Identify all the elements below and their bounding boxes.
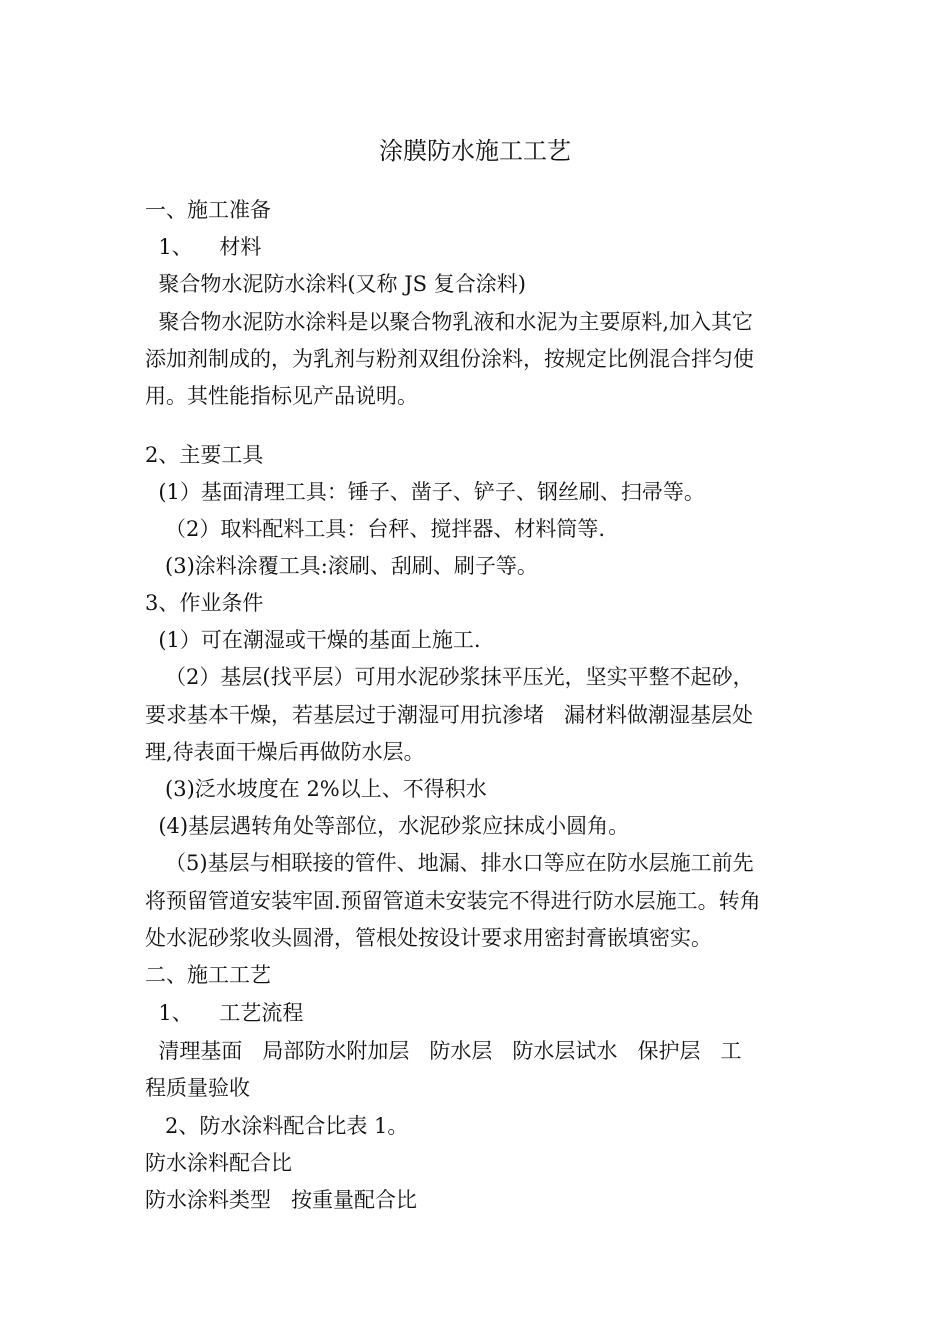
paragraph-line: 理,待表面干燥后再做防水层。 (145, 740, 425, 764)
paragraph-line: 添加剂制成的，为乳剂与粉剂双组份涂料，按规定比例混合拌匀使 (145, 347, 754, 371)
section-heading-process: 二、施工工艺 (145, 963, 271, 987)
list-item: (3)涂料涂覆工具:滚刷、刮刷、刷子等。 (145, 554, 538, 578)
subheading-main-tools: 2、主要工具 (145, 443, 264, 467)
section-heading-preparation: 一、施工准备 (145, 198, 271, 222)
table-caption: 防水涂料配合比 (145, 1151, 292, 1175)
paragraph-line: 要求基本干燥，若基层过于潮湿可用抗渗堵 漏材料做潮湿基层处 (145, 703, 754, 727)
list-item: （5)基层与相联接的管件、地漏、排水口等应在防水层施工前先 (145, 851, 754, 875)
list-item: (3)泛水坡度在 2%以上、不得积水 (145, 777, 487, 801)
paragraph-line: 用。其性能指标见产品说明。 (145, 384, 418, 408)
list-item: (1）可在潮湿或干燥的基面上施工. (145, 628, 481, 652)
subheading-materials: 1、 材料 (145, 235, 262, 259)
material-name: 聚合物水泥防水涂料(又称 JS 复合涂料) (145, 272, 526, 296)
list-item: (1）基面清理工具：锤子、凿子、铲子、钢丝刷、扫帚等。 (145, 480, 705, 504)
document-title: 涂膜防水施工工艺 (379, 137, 571, 165)
process-flow-steps: 清理基面 局部防水附加层 防水层 防水层试水 保护层 工 (145, 1039, 742, 1063)
paragraph-line: 处水泥砂浆收头圆滑，管根处按设计要求用密封膏嵌填密实。 (145, 926, 712, 950)
table-header-row: 防水涂料类型 按重量配合比 (145, 1188, 418, 1212)
list-item: （2）取料配料工具：台秤、搅拌器、材料筒等. (145, 517, 606, 541)
paragraph-line: 将预留管道安装牢固.预留管道未安装完不得进行防水层施工。转角 (145, 889, 761, 913)
list-item: (4)基层遇转角处等部位，水泥砂浆应抹成小圆角。 (145, 814, 630, 838)
subheading-mix-ratio-table: 2、防水涂料配合比表 1。 (145, 1114, 409, 1138)
paragraph-line: 聚合物水泥防水涂料是以聚合物乳液和水泥为主要原料,加入其它 (145, 310, 754, 334)
list-item: （2）基层(找平层）可用水泥砂浆抹平压光，坚实平整不起砂， (145, 665, 754, 689)
subheading-work-conditions: 3、作业条件 (145, 591, 264, 615)
subheading-process-flow: 1、 工艺流程 (145, 1001, 304, 1025)
process-flow-steps: 程质量验收 (145, 1076, 250, 1100)
